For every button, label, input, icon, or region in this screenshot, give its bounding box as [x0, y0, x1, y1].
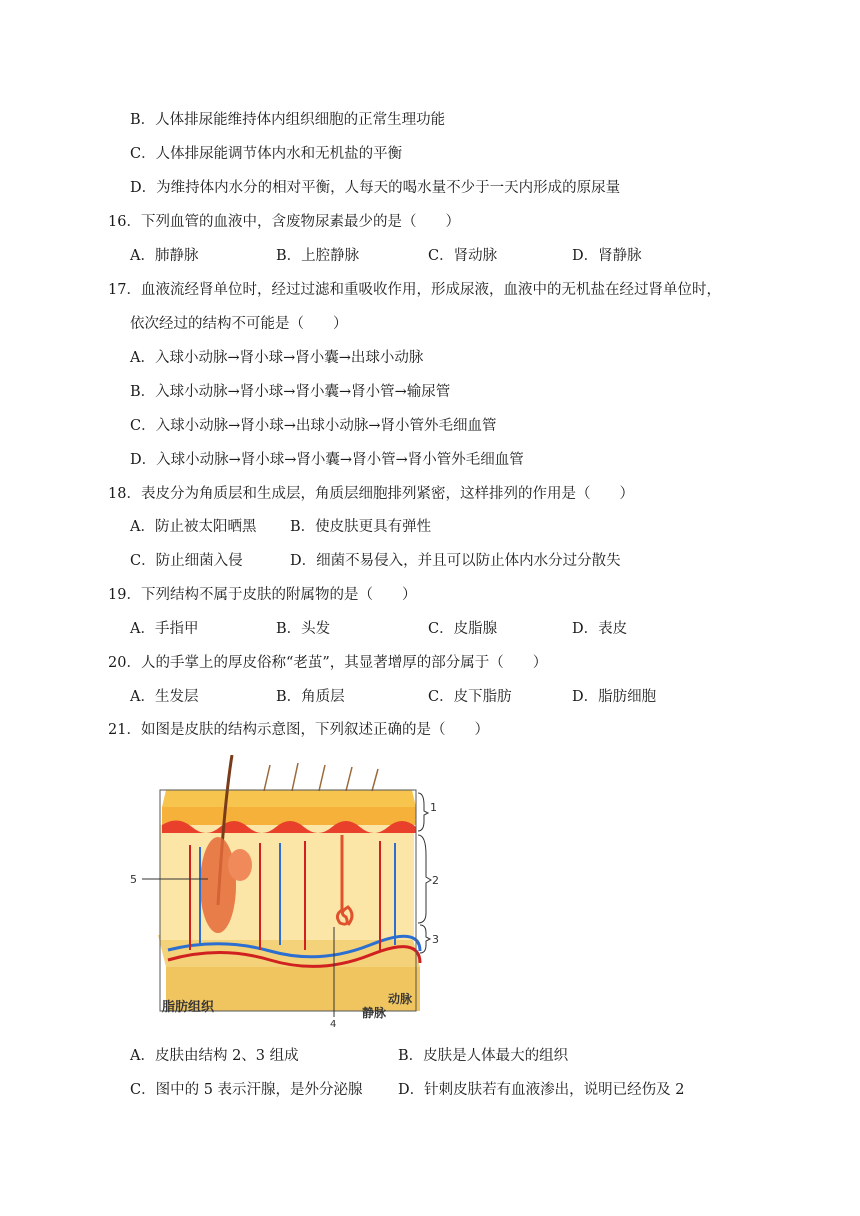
q18-option-a: A．防止被太阳晒黑 [130, 519, 257, 535]
q19-option-c: C．皮脂腺 [428, 621, 498, 637]
q15-option-c: C．人体排尿能调节体内水和无机盐的平衡 [130, 146, 403, 162]
q20-option-a: A．生发层 [130, 689, 199, 705]
q16-option-c: C．肾动脉 [428, 248, 498, 264]
bracket-1 [418, 793, 428, 831]
skin-structure-figure [120, 755, 460, 1030]
q20-option-d: D．脂肪细胞 [572, 689, 657, 705]
q16-option-a: A．肺静脉 [130, 248, 199, 264]
dermis-layer [160, 825, 414, 940]
q21-option-a: A．皮肤由结构 2、3 组成 [130, 1048, 299, 1064]
q16-option-d: D．肾静脉 [572, 248, 642, 264]
sebaceous-gland [228, 849, 252, 881]
q21-option-d: D．针刺皮肤若有血液渗出，说明已经伤及 2 [398, 1082, 685, 1098]
bracket-2 [418, 835, 431, 923]
label-4: 4 [330, 1019, 337, 1030]
q16-stem: 16．下列血管的血液中，含废物尿素最少的是（ ） [108, 214, 460, 230]
q18-stem: 18．表皮分为角质层和生成层，角质层细胞排列紧密，这样排列的作用是（ ） [108, 486, 634, 502]
label-2: 2 [432, 874, 439, 887]
q20-option-c: C．皮下脂肪 [428, 689, 512, 705]
q16-option-b: B．上腔静脉 [276, 248, 360, 264]
q20-option-b: B．角质层 [276, 689, 345, 705]
bracket-3 [420, 925, 430, 953]
q20-stem: 20．人的手掌上的厚皮俗称“老茧”，其显著增厚的部分属于（ ） [108, 655, 548, 671]
q18-option-d: D．细菌不易侵入，并且可以防止体内水分过分散失 [290, 553, 621, 569]
label-artery: 动脉 [388, 992, 413, 1006]
q19-option-d: D．表皮 [572, 621, 628, 637]
fine-hairs [264, 763, 378, 791]
label-5: 5 [130, 873, 137, 886]
q17-stem-line1: 17．血液流经肾单位时，经过过滤和重吸收作用，形成尿液，血液中的无机盐在经过肾单位时， [108, 282, 721, 298]
epidermis-top [162, 790, 416, 807]
q17-option-a: A．入球小动脉→肾小球→肾小囊→出球小动脉 [130, 350, 424, 366]
q18-option-b: B．使皮肤更具有弹性 [290, 519, 432, 535]
q15-option-d: D．为维持体内水分的相对平衡，人每天的喝水量不少于一天内形成的原尿量 [130, 180, 621, 196]
label-fat-tissue: 脂肪组织 [162, 1000, 215, 1015]
q15-option-b: B．人体排尿能维持体内组织细胞的正常生理功能 [130, 112, 446, 128]
label-vein: 静脉 [362, 1006, 387, 1020]
q18-option-c: C．防止细菌入侵 [130, 553, 243, 569]
q21-option-b: B．皮肤是人体最大的组织 [398, 1048, 569, 1064]
q17-stem-line2: 依次经过的结构不可能是（ ） [130, 316, 348, 332]
q21-option-c: C．图中的 5 表示汗腺，是外分泌腺 [130, 1082, 363, 1098]
q19-option-b: B．头发 [276, 621, 331, 637]
q21-stem: 21．如图是皮肤的结构示意图，下列叙述正确的是（ ） [108, 722, 489, 738]
q17-option-d: D．入球小动脉→肾小球→肾小囊→肾小管→肾小管外毛细血管 [130, 452, 524, 468]
hair-follicle [200, 837, 236, 933]
q19-stem: 19．下列结构不属于皮肤的附属物的是（ ） [108, 587, 417, 603]
label-3: 3 [432, 933, 439, 946]
label-1: 1 [430, 801, 437, 814]
q19-option-a: A．手指甲 [130, 621, 199, 637]
q17-option-b: B．入球小动脉→肾小球→肾小囊→肾小管→输尿管 [130, 384, 451, 400]
q17-option-c: C．入球小动脉→肾小球→出球小动脉→肾小管外毛细血管 [130, 418, 497, 434]
